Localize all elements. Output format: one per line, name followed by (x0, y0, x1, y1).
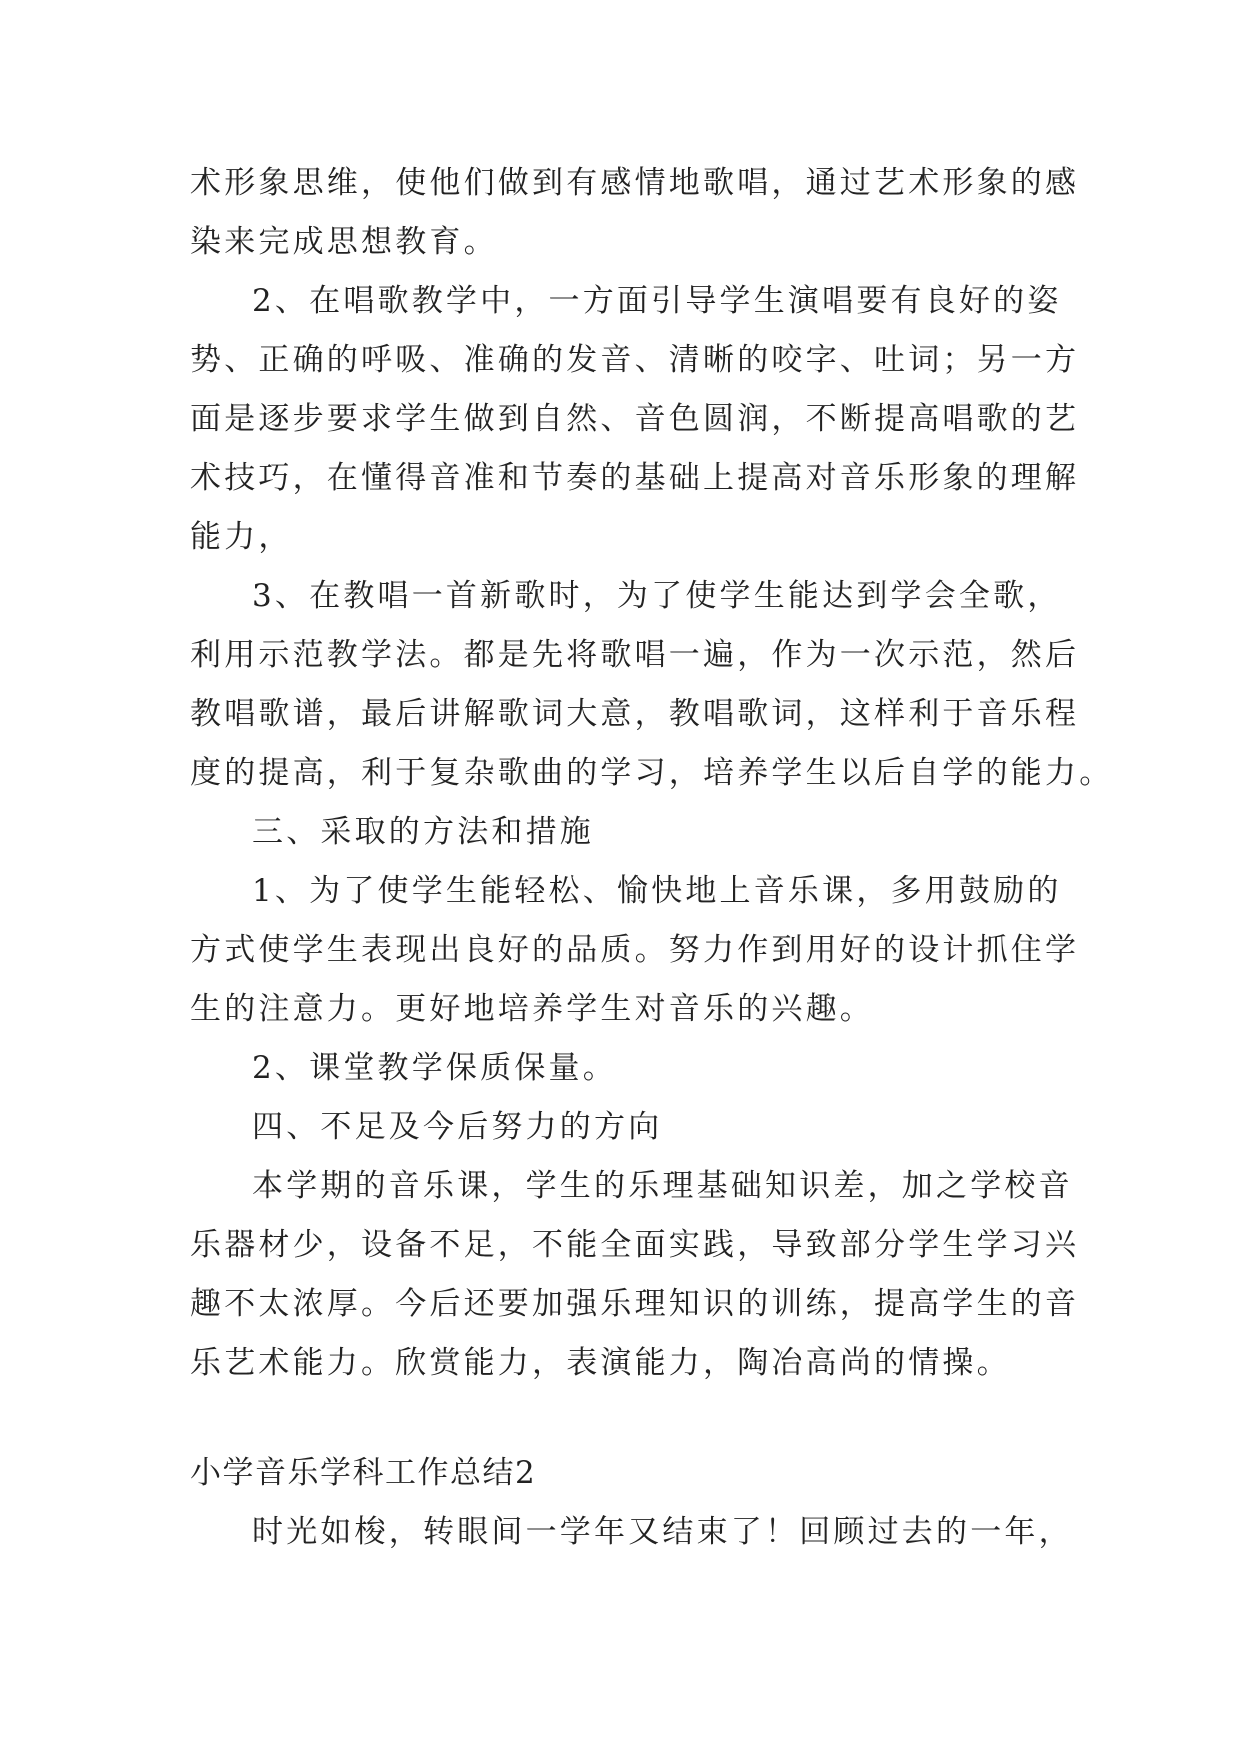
section-heading: 四、不足及今后努力的方向 (252, 1109, 663, 1145)
body-text-line: 染来完成思想教育。 (190, 224, 498, 260)
paragraph-first-line: 1、为了使学生能轻松、愉快地上音乐课，多用鼓励的 (252, 873, 1062, 909)
paragraph-first-line: 2、课堂教学保质保量。 (252, 1050, 617, 1086)
paragraph-first-line: 时光如梭，转眼间一学年又结束了！回顾过去的一年， (252, 1514, 1073, 1550)
body-text-line: 方式使学生表现出良好的品质。努力作到用好的设计抓住学 (190, 932, 1080, 968)
body-text-line: 能力， (190, 519, 293, 555)
paragraph-first-line: 本学期的音乐课，学生的乐理基础知识差，加之学校音 (252, 1168, 1073, 1204)
body-text-line: 面是逐步要求学生做到自然、音色圆润，不断提高唱歌的艺 (190, 401, 1080, 437)
body-text-line: 度的提高，利于复杂歌曲的学习，培养学生以后自学的能力。 (190, 755, 1114, 791)
paragraph-first-line: 2、在唱歌教学中，一方面引导学生演唱要有良好的姿 (252, 283, 1062, 319)
body-text-line: 趣不太浓厚。今后还要加强乐理知识的训练，提高学生的音 (190, 1286, 1080, 1322)
paragraph-first-line: 3、在教唱一首新歌时，为了使学生能达到学会全歌， (252, 578, 1062, 614)
article-title: 小学音乐学科工作总结2 (190, 1455, 537, 1491)
section-heading: 三、采取的方法和措施 (252, 814, 594, 850)
body-text-line: 利用示范教学法。都是先将歌唱一遍，作为一次示范，然后 (190, 637, 1080, 673)
body-text-line: 乐艺术能力。欣赏能力，表演能力，陶冶高尚的情操。 (190, 1345, 1011, 1381)
body-text-line: 教唱歌谱，最后讲解歌词大意，教唱歌词，这样利于音乐程 (190, 696, 1080, 732)
body-text-line: 术技巧，在懂得音准和节奏的基础上提高对音乐形象的理解 (190, 460, 1080, 496)
body-text-line: 势、正确的呼吸、准确的发音、清晰的咬字、吐词；另一方 (190, 342, 1080, 378)
body-text-line: 乐器材少，设备不足，不能全面实践，导致部分学生学习兴 (190, 1227, 1080, 1263)
body-text-line: 生的注意力。更好地培养学生对音乐的兴趣。 (190, 991, 874, 1027)
body-text-line: 术形象思维，使他们做到有感情地歌唱，通过艺术形象的感 (190, 165, 1080, 201)
